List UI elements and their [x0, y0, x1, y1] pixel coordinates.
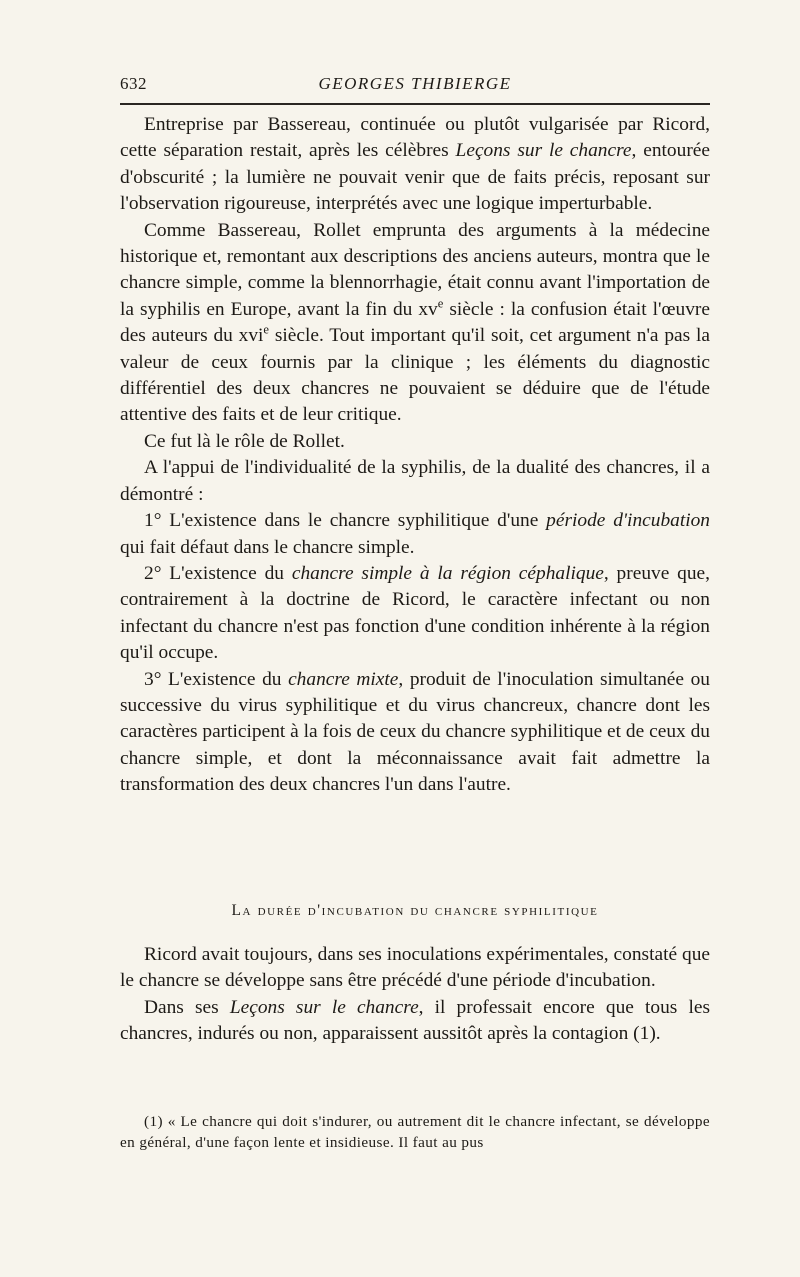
- section-heading: La durée d'incubation du chancre syphilitique: [231, 902, 599, 919]
- paragraph: [120, 561, 710, 667]
- paragraph: [120, 508, 710, 561]
- italic-run: Leçons sur le chancre: [229, 996, 419, 1018]
- paragraph: [120, 429, 710, 455]
- text-run: Comme Bassereau, Rollet emprunta des arguments à la médecine historique et, remontant aux descriptions des anciens auteurs, montra que le chancre simple, comme la blennorrhagie, était connu avant l'importation de la syphilis en Europe, avant la fin du xv: [120, 219, 710, 320]
- italic-run: chancre mixte: [288, 668, 399, 690]
- main-text: [120, 112, 710, 799]
- text-run: , preuve que, contrairement à la doctrine de Ricord, le caractère infectant ou non infectant du chancre n'est pas fonction d'une condition inhérente à la région qu'il occupe.: [120, 562, 711, 664]
- text-run: siècle. Tout important qu'il soit, cet argument n'a pas la valeur de ceux fournis par la clinique ; les éléments du diagnostic différentiel des deux chancres ne pouvaient se déduire que de l'étude attentive des faits et de leur critique.: [120, 325, 710, 426]
- text-run: , il professait encore que tous les chancres, indurés ou non, apparaissent aussitôt après la contagion (1).: [120, 996, 710, 1045]
- running-head: GEORGES THIBIERGE: [318, 74, 512, 93]
- text-run: qui fait défaut dans le chancre simple.: [120, 536, 415, 558]
- text-run: , produit de l'inoculation simultanée ou successive du virus syphilitique et du virus chancreux, chancre dont les caractères participent à la fois de ceux du chancre syphilitique et de ceux du chancre simple, et dont la méconnaissance avait fait admettre la transformation des deux chancres l'un dans l'autre.: [120, 668, 710, 796]
- text-run: , entourée d'obscurité ; la lumière ne pouvait venir que de faits précis, reposant sur l'observation rigoureuse, interprétés avec une logique imperturbable.: [120, 140, 710, 215]
- italic-run: période d'incubation: [546, 510, 710, 532]
- paragraph: [120, 112, 710, 218]
- italic-run: Leçons sur le chancre: [455, 140, 632, 162]
- page-number: 632: [120, 74, 147, 93]
- footnote: [120, 1111, 710, 1153]
- text-run: A l'appui de l'individualité de la syphilis, de la dualité des chancres, il a démontré :: [120, 457, 710, 505]
- paragraph: [120, 667, 710, 799]
- paragraph: [120, 455, 710, 508]
- text-run: Ricord avait toujours, dans ses inoculations expérimentales, constaté que le chancre se développe sans être précédé d'une période d'incubation.: [120, 944, 710, 992]
- text-run: 3° L'existence du: [144, 668, 289, 690]
- text-run: siècle : la confusion était l'œuvre des auteurs du xvi: [120, 298, 710, 347]
- text-run: Dans ses: [144, 996, 230, 1018]
- italic-run: chancre simple à la région céphalique: [291, 562, 604, 584]
- text-run: 1° L'existence dans le chancre syphilitique d'une: [144, 510, 547, 532]
- superscript: e: [437, 296, 444, 311]
- paragraph: [120, 942, 710, 995]
- page-header: [120, 74, 710, 102]
- text-run: Entreprise par Bassereau, continuée ou plutôt vulgarisée par Ricord, cette séparation restait, après les célèbres: [120, 114, 710, 162]
- text-run: 2° L'existence du: [144, 562, 292, 584]
- paragraph: [120, 995, 710, 1048]
- section-text: [120, 942, 710, 1048]
- paragraph: [120, 218, 710, 429]
- superscript: e: [263, 322, 270, 337]
- footnote-text: (1) « Le chancre qui doit s'indurer, ou autrement dit le chancre infectant, se développe en général, d'une façon lente et insidieuse. Il faut au pus: [120, 1113, 710, 1151]
- text-run: Ce fut là le rôle de Rollet.: [144, 430, 345, 452]
- header-rule: [120, 103, 710, 105]
